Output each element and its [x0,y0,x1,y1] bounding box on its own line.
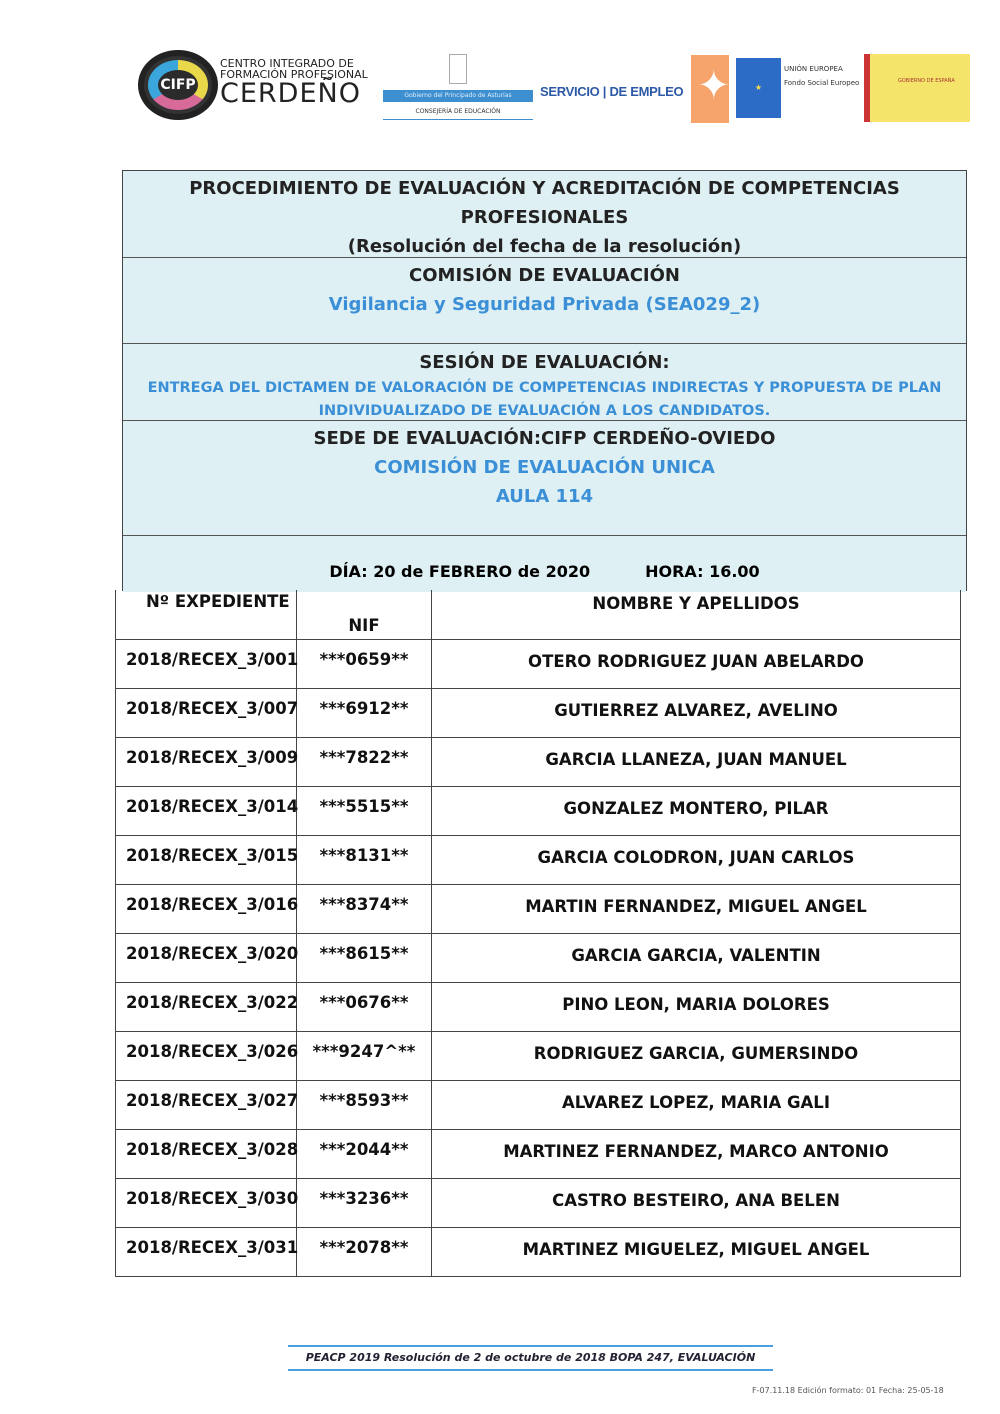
expediente-cell: 2018/RECEX_3/030 [115,1179,297,1227]
expediente-cell: 2018/RECEX_3/007 [115,689,297,737]
name-cell: GUTIERREZ ALVAREZ, AVELINO [432,689,961,737]
logo-bar [138,50,968,125]
commission-section: COMISIÓN DE EVALUACIÓN Vigilancia y Seguridad Privada (SEA029_2) [123,258,966,344]
venue-section: SEDE DE EVALUACIÓN:CIFP CERDEÑO-OVIEDO COMISIÓN DE EVALUACIÓN UNICA AULA 114 [123,421,966,536]
nif-cell: ***9247^** [297,1032,432,1080]
nif-cell: ***3236** [297,1179,432,1227]
expediente-cell: 2018/RECEX_3/016 [115,885,297,933]
table-row [115,1032,961,1081]
expediente-cell: 2018/RECEX_3/026 [115,1032,297,1080]
form-code: F-07.11.18 Edición formato: 01 Fecha: 25-05-18 [752,1386,944,1395]
table-row [115,689,961,738]
table-row [115,1130,961,1179]
table-row [115,836,961,885]
name-cell: GARCIA GARCIA, VALENTIN [432,934,961,982]
procedure-title: PROCEDIMIENTO DE EVALUACIÓN Y ACREDITACIÓN DE COMPETENCIAS PROFESIONALES (Resolución del fecha de la resolución) [123,171,966,258]
expediente-cell: 2018/RECEX_3/015 [115,836,297,884]
date-time-section [123,536,966,592]
cifp-logo-text: CENTRO INTEGRADO DE FORMACIÓN PROFESIONAL CERDEÑO [220,57,368,109]
table-row [115,1081,961,1130]
spain-government-logo: GOBIERNO DE ESPAÑA [864,54,970,122]
name-cell: CASTRO BESTEIRO, ANA BELEN [432,1179,961,1227]
column-header-expediente: Nº EXPEDIENTE [115,590,297,639]
expediente-cell: 2018/RECEX_3/027 [115,1081,297,1129]
candidates-table [115,590,961,1277]
nif-cell: ***6912** [297,689,432,737]
empleo-icon: ✦ [691,55,729,123]
name-cell: GONZALEZ MONTERO, PILAR [432,787,961,835]
nif-cell: ***5515** [297,787,432,835]
name-cell: MARTIN FERNANDEZ, MIGUEL ANGEL [432,885,961,933]
name-cell: PINO LEON, MARIA DOLORES [432,983,961,1031]
session-section: SESIÓN DE EVALUACIÓN: ENTREGA DEL DICTAMEN DE VALORACIÓN DE COMPETENCIAS INDIRECTAS Y PROPUESTA DE PLAN INDIVIDUALIZADO DE EVALUACIÓN A LOS CANDIDATOS. [123,344,966,421]
asturias-logo: Gobierno del Principado de Asturias CONSEJERÍA DE EDUCACIÓN [383,54,535,122]
table-row [115,983,961,1032]
expediente-cell: 2018/RECEX_3/031 [115,1228,297,1276]
nif-cell: ***0659** [297,640,432,688]
servicio-empleo-logo: SERVICIO | DE EMPLEO [540,84,684,99]
nif-cell: ***2078** [297,1228,432,1276]
session-date: DÍA: 20 de FEBRERO de 2020 [329,562,591,581]
column-header-name: NOMBRE Y APELLIDOS [432,590,961,639]
eu-logo-text: UNIÓN EUROPEA Fondo Social Europeo [784,65,860,87]
footer-reference: PEACP 2019 Resolución de 2 de octubre de 2018 BOPA 247, EVALUACIÓN [288,1345,773,1371]
nif-cell: ***8131** [297,836,432,884]
name-cell: OTERO RODRIGUEZ JUAN ABELARDO [432,640,961,688]
nif-cell: ***7822** [297,738,432,786]
table-header [115,590,961,640]
table-row [115,738,961,787]
expediente-cell: 2018/RECEX_3/022 [115,983,297,1031]
nif-cell: ***8593** [297,1081,432,1129]
column-header-nif: NIF [297,590,432,639]
expediente-cell: 2018/RECEX_3/020 [115,934,297,982]
expediente-cell: 2018/RECEX_3/009 [115,738,297,786]
table-row [115,640,961,689]
table-row [115,934,961,983]
name-cell: GARCIA COLODRON, JUAN CARLOS [432,836,961,884]
expediente-cell: 2018/RECEX_3/014 [115,787,297,835]
table-row [115,787,961,836]
session-time: HORA: 16.00 [645,562,760,581]
eu-flag-icon: ★ [736,58,781,118]
table-row [115,1228,961,1277]
name-cell: MARTINEZ FERNANDEZ, MARCO ANTONIO [432,1130,961,1178]
name-cell: MARTINEZ MIGUELEZ, MIGUEL ANGEL [432,1228,961,1276]
header-block [122,170,967,591]
name-cell: GARCIA LLANEZA, JUAN MANUEL [432,738,961,786]
name-cell: RODRIGUEZ GARCIA, GUMERSINDO [432,1032,961,1080]
table-row [115,885,961,934]
cifp-logo: CIFP [138,50,218,120]
table-row [115,1179,961,1228]
nif-cell: ***0676** [297,983,432,1031]
nif-cell: ***8615** [297,934,432,982]
nif-cell: ***8374** [297,885,432,933]
name-cell: ALVAREZ LOPEZ, MARIA GALI [432,1081,961,1129]
nif-cell: ***2044** [297,1130,432,1178]
expediente-cell: 2018/RECEX_3/001 [115,640,297,688]
expediente-cell: 2018/RECEX_3/028 [115,1130,297,1178]
